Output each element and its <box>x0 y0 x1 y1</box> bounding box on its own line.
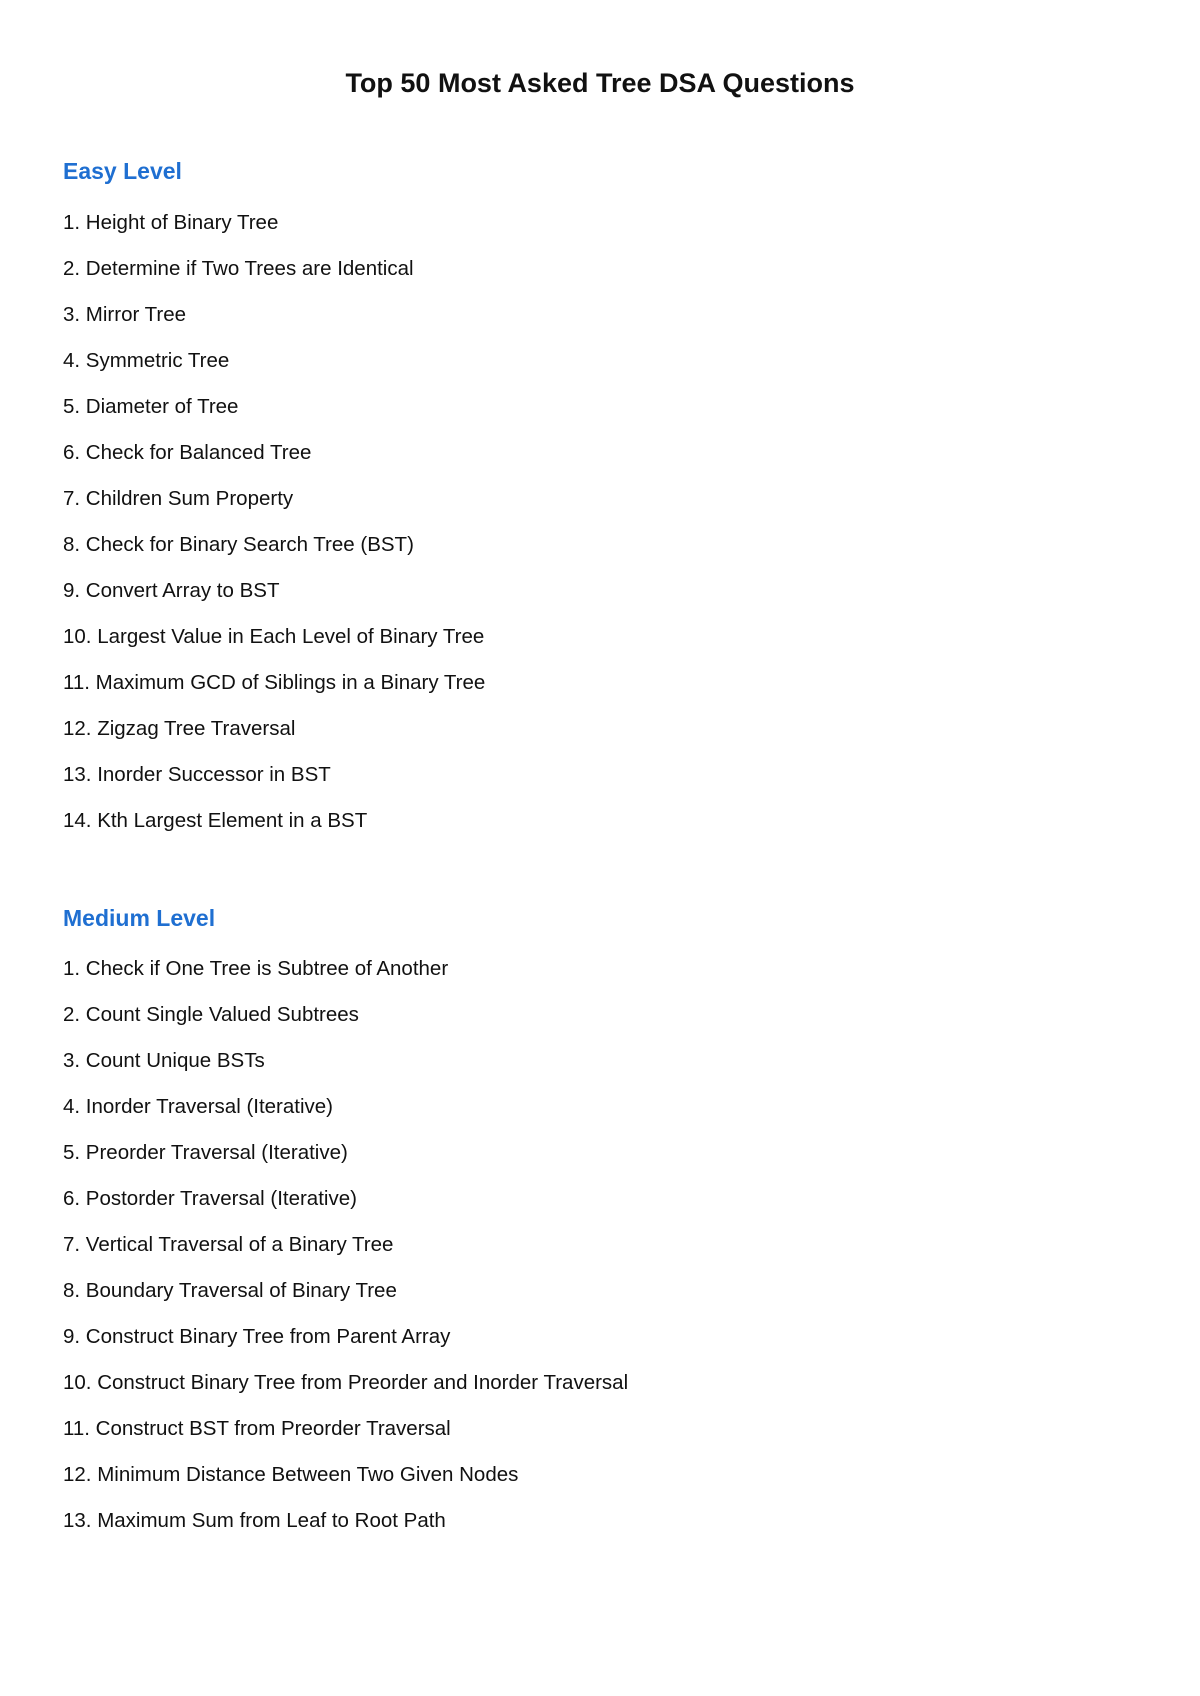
list-item: 1. Check if One Tree is Subtree of Another <box>63 957 449 980</box>
list-item: 12. Zigzag Tree Traversal <box>63 717 296 740</box>
list-item: 2. Count Single Valued Subtrees <box>63 1003 359 1026</box>
list-item: 13. Maximum Sum from Leaf to Root Path <box>63 1509 446 1532</box>
list-item: 14. Kth Largest Element in a BST <box>63 809 368 832</box>
list-item: 4. Inorder Traversal (Iterative) <box>63 1095 334 1118</box>
list-item: 10. Construct Binary Tree from Preorder and Inorder Traversal <box>63 1371 629 1394</box>
list-item: 3. Count Unique BSTs <box>63 1049 265 1072</box>
easy-level-list <box>63 208 485 852</box>
list-item: 11. Construct BST from Preorder Traversal <box>63 1417 451 1440</box>
list-item: 7. Vertical Traversal of a Binary Tree <box>63 1233 394 1256</box>
list-item: 11. Maximum GCD of Siblings in a Binary Tree <box>63 671 486 694</box>
list-item: 8. Check for Binary Search Tree (BST) <box>63 533 414 556</box>
list-item: 10. Largest Value in Each Level of Binary Tree <box>63 625 485 648</box>
list-item: 8. Boundary Traversal of Binary Tree <box>63 1279 397 1302</box>
list-item: 6. Check for Balanced Tree <box>63 441 312 464</box>
medium-level-list <box>63 954 628 1552</box>
list-item: 9. Convert Array to BST <box>63 579 280 602</box>
medium-level-heading: Medium Level <box>63 905 216 931</box>
page-title: Top 50 Most Asked Tree DSA Questions <box>345 68 855 98</box>
list-item: 3. Mirror Tree <box>63 303 187 326</box>
list-item: 6. Postorder Traversal (Iterative) <box>63 1187 357 1210</box>
list-item: 12. Minimum Distance Between Two Given Nodes <box>63 1463 519 1486</box>
list-item: 5. Diameter of Tree <box>63 395 239 418</box>
list-item: 1. Height of Binary Tree <box>63 211 279 234</box>
list-item: 13. Inorder Successor in BST <box>63 763 331 786</box>
list-item: 9. Construct Binary Tree from Parent Array <box>63 1325 451 1348</box>
list-item: 4. Symmetric Tree <box>63 349 230 372</box>
easy-level-heading: Easy Level <box>63 158 182 184</box>
list-item: 7. Children Sum Property <box>63 487 294 510</box>
list-item: 2. Determine if Two Trees are Identical <box>63 257 414 280</box>
list-item: 5. Preorder Traversal (Iterative) <box>63 1141 348 1164</box>
